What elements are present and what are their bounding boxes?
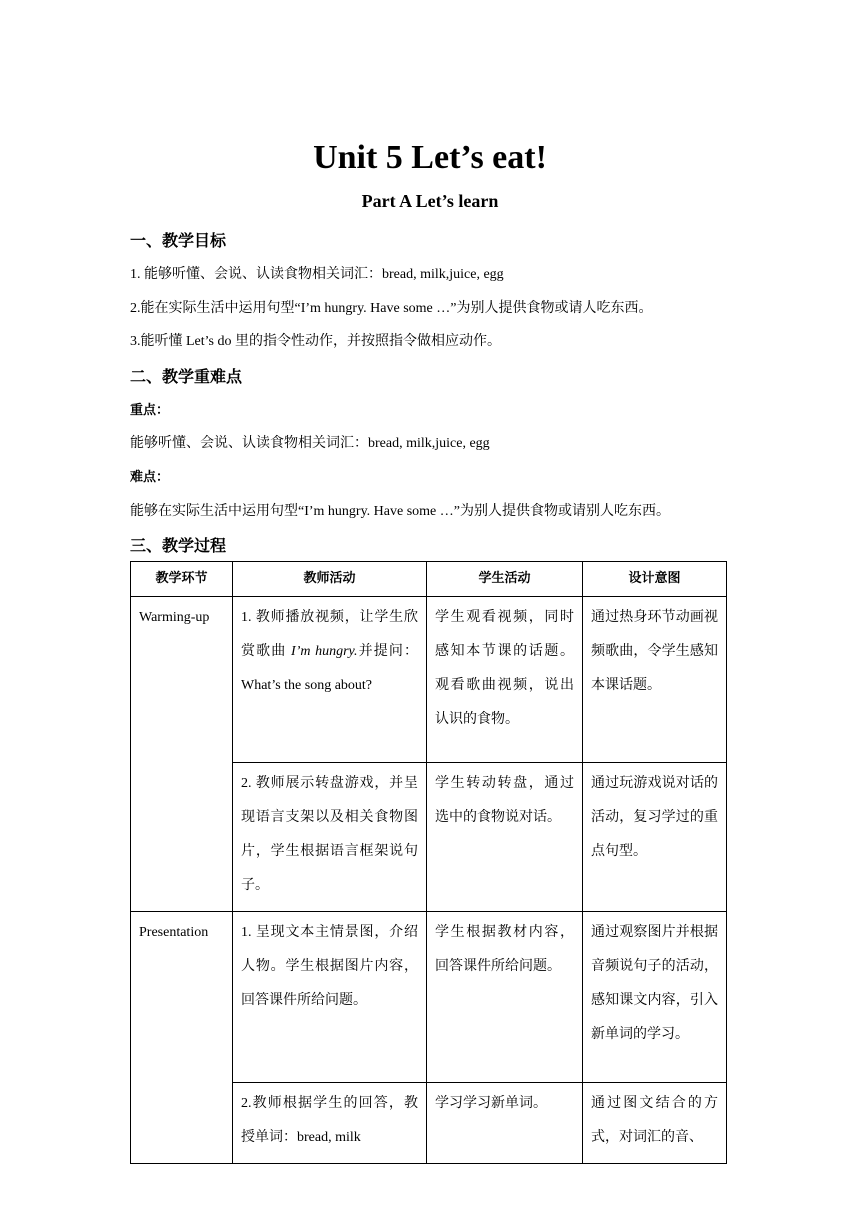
design-intent-cell: 通过热身环节动画视频歌曲，令学生感知本课话题。: [583, 597, 727, 763]
stage-cell: Warming-up: [131, 597, 233, 912]
document-subtitle: Part A Let’s learn: [361, 191, 499, 211]
difficulty-label: 难点：: [130, 470, 170, 485]
section-heading-process: 三、教学过程: [130, 536, 227, 555]
header-teacher-activity: 教师活动: [233, 562, 427, 597]
section-heading-objectives: 一、教学目标: [130, 231, 227, 250]
teacher-activity-cell: [233, 597, 427, 763]
design-intent-cell: 通过图文结合的方式，对词汇的音、: [583, 1083, 727, 1164]
document-title: Unit 5 Let’s eat!: [313, 139, 547, 176]
objective-item-3: 3.能听懂 Let’s do 里的指令性动作，并按照指令做相应动作。: [130, 334, 501, 349]
teacher-activity-cell: 2.教师根据学生的回答，教授单词：bread, milk: [233, 1083, 427, 1164]
design-intent-cell: 通过玩游戏说对话的活动，复习学过的重点句型。: [583, 763, 727, 912]
key-point-label: 重点：: [130, 403, 170, 418]
stage-cell: Presentation: [131, 912, 233, 1164]
student-activity-cell: 学生转动转盘，通过选中的食物说对话。: [427, 763, 583, 912]
teaching-process-table: [130, 561, 727, 1164]
difficulty-text: 能够在实际生活中运用句型“I’m hungry. Have some …”为别人提供食物或请别人吃东西。: [130, 504, 670, 519]
table-row: [131, 597, 727, 763]
student-activity-cell: 学生根据教材内容，回答课件所给问题。: [427, 912, 583, 1083]
key-point-text: 能够听懂、会说、认读食物相关词汇：bread, milk,juice, egg: [130, 436, 490, 451]
student-activity-cell: 学生观看视频，同时感知本节课的话题。观看歌曲视频，说出认识的食物。: [427, 597, 583, 763]
teacher-activity-cell: 1. 呈现文本主情景图，介绍人物。学生根据图片内容，回答课件所给问题。: [233, 912, 427, 1083]
teacher-activity-text: 1. 教师播放视频，让学生欣赏歌曲: [241, 610, 418, 659]
table-row: [131, 912, 727, 1083]
student-activity-cell: 学习学习新单词。: [427, 1083, 583, 1164]
teacher-activity-cell: 2. 教师展示转盘游戏，并呈现语言支架以及相关食物图片，学生根据语言框架说句子。: [233, 763, 427, 912]
table-header-row: [131, 562, 727, 597]
design-intent-cell: 通过观察图片并根据音频说句子的活动，感知课文内容，引入新单词的学习。: [583, 912, 727, 1083]
header-design-intent: 设计意图: [583, 562, 727, 597]
objective-item-2: 2.能在实际生活中运用句型“I’m hungry. Have some …”为别人提供食物或请人吃东西。: [130, 301, 653, 316]
header-stage: 教学环节: [131, 562, 233, 597]
teacher-activity-text-cont: 并提问：What’s the song about?: [241, 644, 419, 693]
header-student-activity: 学生活动: [427, 562, 583, 597]
song-title: I’m hungry.: [291, 644, 358, 659]
objective-item-1: 1. 能够听懂、会说、认读食物相关词汇：bread, milk,juice, egg: [130, 267, 504, 282]
section-heading-key-points: 二、教学重难点: [130, 367, 243, 386]
